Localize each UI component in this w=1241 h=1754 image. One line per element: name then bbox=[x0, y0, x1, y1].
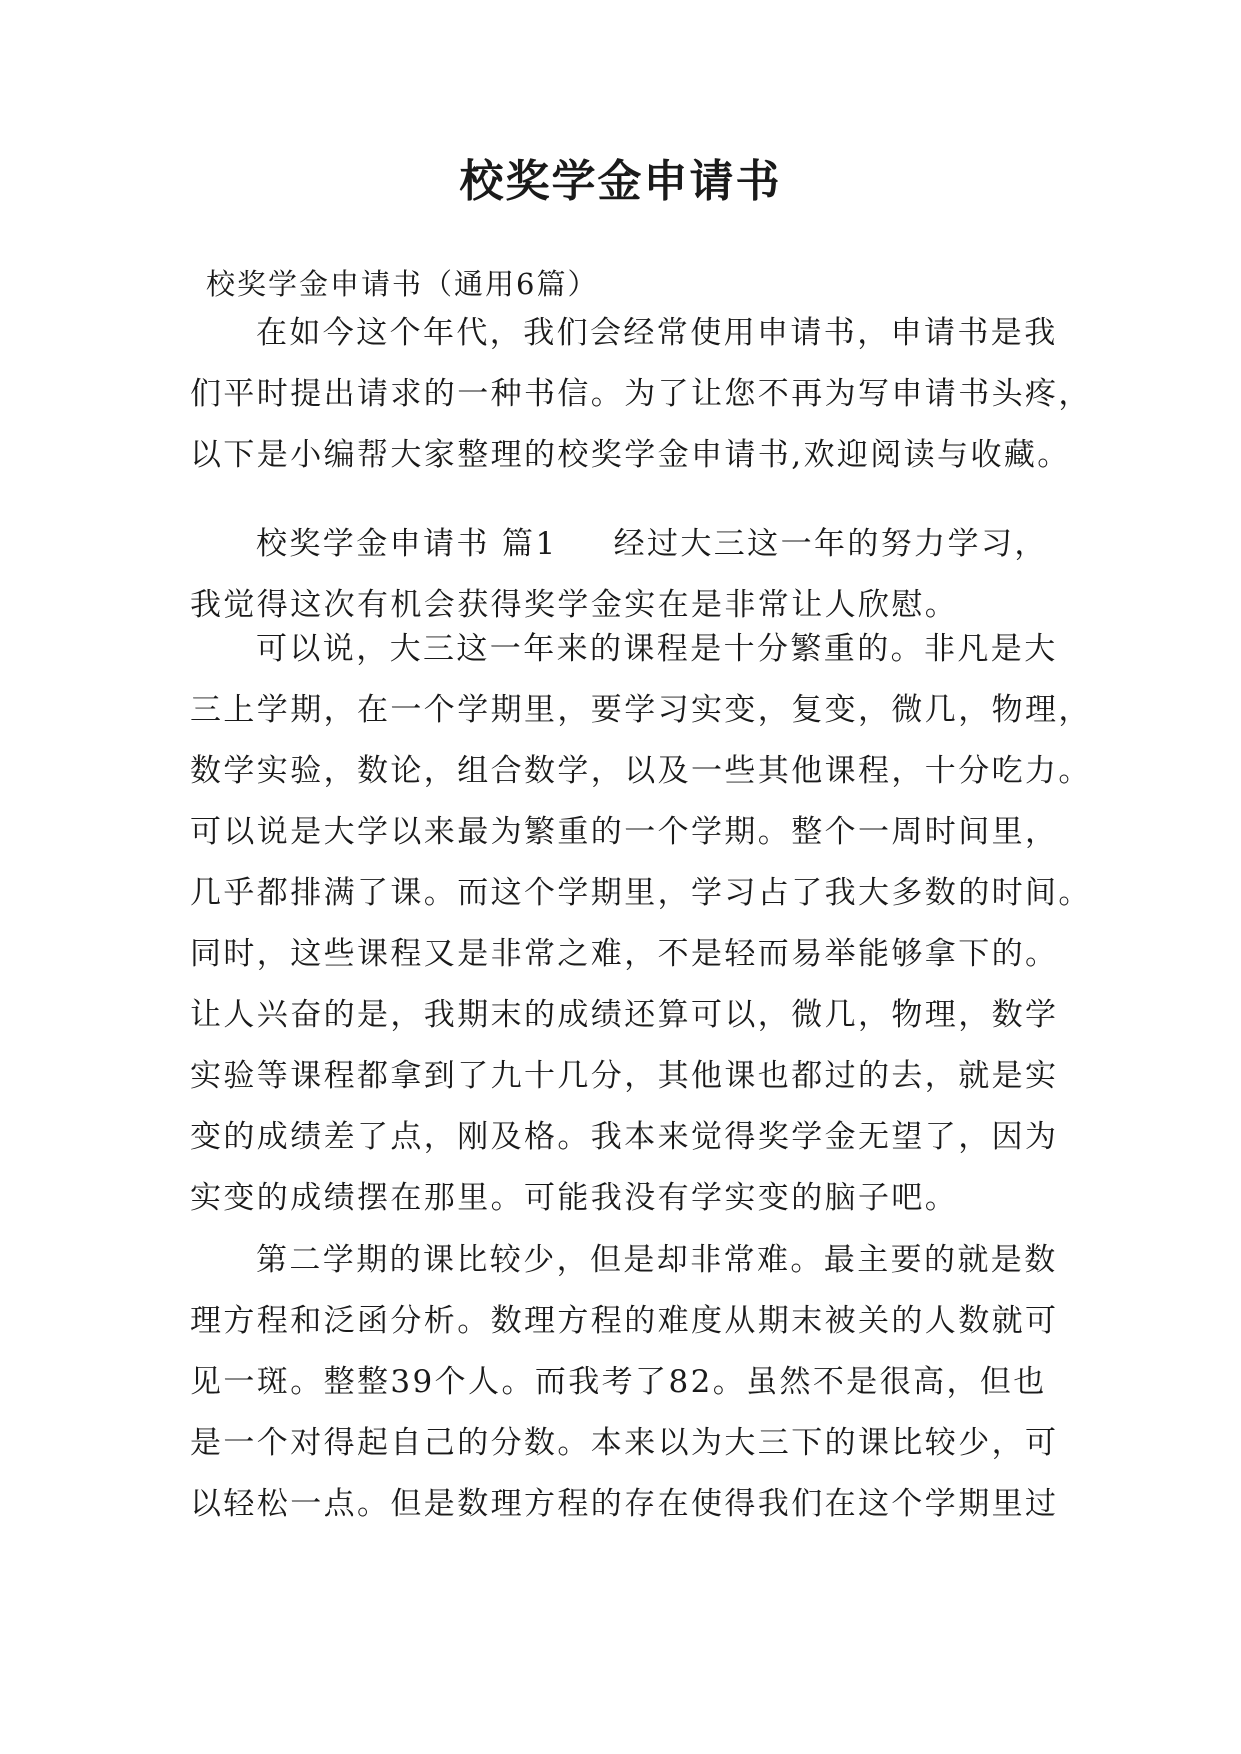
paragraph-line: 见一斑。整整39个人。而我考了82。虽然不是很高，但也 bbox=[190, 1364, 1047, 1400]
body-paragraph-2 bbox=[190, 619, 1092, 1229]
section-heading: 校奖学金申请书 篇1 bbox=[256, 526, 558, 562]
document-title: 校奖学金申请书 bbox=[459, 156, 782, 207]
paragraph-line: 实变的成绩摆在那里。可能我没有学实变的脑子吧。 bbox=[190, 1180, 959, 1216]
intro-line: 在如今这个年代，我们会经常使用申请书，申请书是我 bbox=[256, 315, 1058, 351]
paragraph-line: 同时，这些课程又是非常之难，不是轻而易举能够拿下的。 bbox=[190, 936, 1059, 972]
paragraph-line: 几乎都排满了课。而这个学期里，学习占了我大多数的时间。 bbox=[190, 875, 1092, 911]
paragraph-line: 以轻松一点。但是数理方程的存在使得我们在这个学期里过 bbox=[190, 1486, 1059, 1522]
paragraph-line: 可以说，大三这一年来的课程是十分繁重的。非凡是大 bbox=[256, 631, 1058, 667]
paragraph-line: 理方程和泛函分析。数理方程的难度从期末被关的人数就可 bbox=[190, 1303, 1059, 1339]
paragraph-line: 变的成绩差了点，刚及格。我本来觉得奖学金无望了，因为 bbox=[190, 1119, 1059, 1155]
body-paragraph-3 bbox=[190, 1230, 1070, 1535]
section-1-second-line: 我觉得这次有机会获得奖学金实在是非常让人欣慰。 bbox=[190, 587, 959, 623]
document-subtitle: 校奖学金申请书（通用6篇） bbox=[206, 267, 599, 301]
paragraph-line: 三上学期，在一个学期里，要学习实变，复变，微几，物理， bbox=[190, 692, 1092, 728]
section-1-paragraph bbox=[190, 514, 1070, 636]
intro-paragraph bbox=[190, 303, 1092, 486]
paragraph-line: 实验等课程都拿到了九十几分，其他课也都过的去，就是实 bbox=[190, 1058, 1059, 1094]
paragraph-line: 让人兴奋的是，我期末的成绩还算可以，微几，物理，数学 bbox=[190, 997, 1059, 1033]
paragraph-line: 可以说是大学以来最为繁重的一个学期。整个一周时间里， bbox=[190, 814, 1059, 850]
paragraph-line: 第二学期的课比较少，但是却非常难。最主要的就是数 bbox=[256, 1242, 1058, 1278]
paragraph-line: 是一个对得起自己的分数。本来以为大三下的课比较少，可 bbox=[190, 1425, 1059, 1461]
section-1-first-line bbox=[190, 514, 1070, 575]
paragraph-line: 数学实验，数论，组合数学，以及一些其他课程，十分吃力。 bbox=[190, 753, 1092, 789]
intro-line: 们平时提出请求的一种书信。为了让您不再为写申请书头疼， bbox=[190, 376, 1092, 412]
section-1-text: 经过大三这一年的努力学习， bbox=[613, 526, 1048, 562]
intro-line: 以下是小编帮大家整理的校奖学金申请书,欢迎阅读与收藏。 bbox=[190, 437, 1071, 473]
